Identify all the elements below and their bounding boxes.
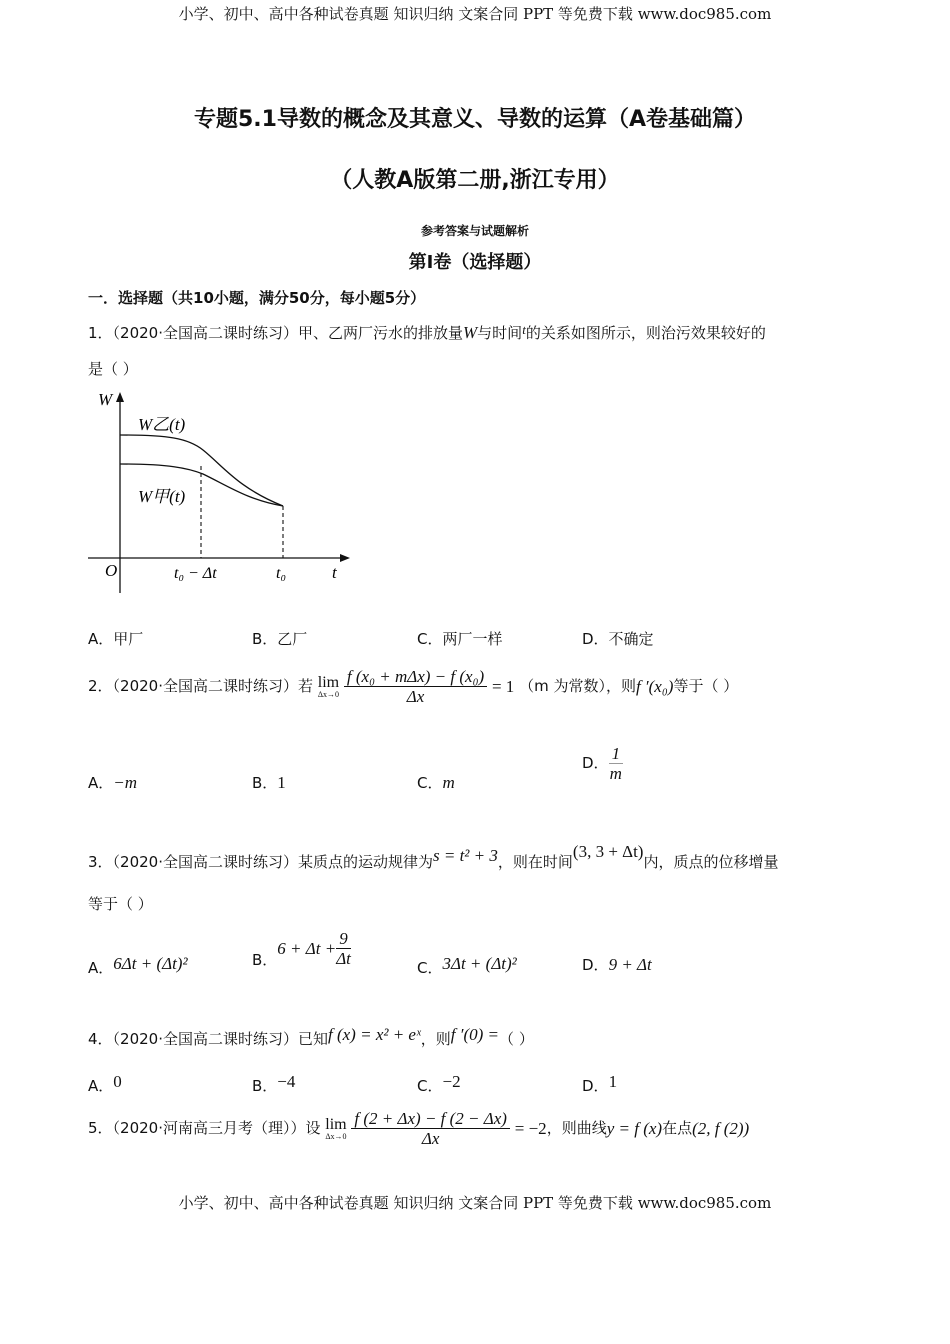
q1-prefix: 1．（2020·全国高二课时练习）甲、乙两厂污水的排放量	[88, 324, 463, 342]
question-5	[88, 1110, 749, 1147]
q4-option-b: B．−4	[252, 1072, 296, 1095]
q2-option-d: D． $\frac{1}{m}$	[582, 744, 622, 783]
q4-suffix: （ ）	[499, 1030, 534, 1048]
q2-paren: （m 为常数），则	[519, 677, 636, 695]
q5-mid: ，则曲线	[546, 1119, 607, 1137]
q3-option-c: C．3Δt + (Δt)²	[417, 954, 517, 977]
q1-option-c: C．两厂一样	[417, 630, 503, 648]
tick-t0-minus-dt: t₀ − Δt	[174, 565, 217, 582]
q5-equals: = −2	[514, 1119, 547, 1138]
q2-equals: = 1	[491, 677, 515, 696]
q5-prefix: 5．（2020·河南高三月考（理））设	[88, 1119, 321, 1137]
q1-suffix: 的关系如图所示，则治污效果较好的	[525, 324, 766, 342]
x-axis-label: t	[332, 563, 337, 582]
y-axis-label: W	[98, 390, 113, 409]
q4-deriv: f ′(0) =	[450, 1025, 500, 1044]
q1-var-w: W	[463, 323, 478, 342]
origin-label: O	[105, 561, 118, 580]
q4-option-d: D．1	[582, 1072, 618, 1095]
question-2	[88, 668, 738, 705]
q3-option-d: D．9 + Δt	[582, 955, 652, 974]
q2-option-a: A．−m	[88, 773, 138, 792]
q5-at: 在点	[662, 1119, 693, 1137]
q5-point: (2, f (2))	[692, 1119, 750, 1138]
q5-limit: lim Δx→0	[325, 1115, 347, 1141]
question-3	[88, 842, 779, 872]
y-axis-arrow	[116, 392, 124, 402]
q1-line-2: 是（ ）	[88, 360, 138, 378]
tick-t0: t₀	[276, 565, 287, 582]
q1-mid: 与时间	[477, 324, 523, 342]
q4-prefix: 4．（2020·全国高二课时练习）已知	[88, 1030, 328, 1048]
q1-option-a: A．甲厂	[88, 630, 144, 648]
q3-mid: ，则在时间	[497, 853, 573, 871]
title-line-1: 专题5.1导数的概念及其意义、导数的运算（A卷基础篇）	[193, 107, 756, 132]
question-1	[88, 322, 766, 343]
question-4	[88, 1025, 534, 1049]
q3-interval: (3, 3 + Δt)	[572, 842, 644, 861]
q1-var-t: t	[522, 322, 526, 337]
page-footer: 小学、初中、高中各种试卷真题 知识归纳 文案合同 PPT 等免费下载 www.doc985.com	[178, 1194, 772, 1212]
q4-mid: ，则	[420, 1030, 451, 1048]
q5-fraction: $\frac{f (2 + \Delta x) - f (2 - \Delta x)}{\Delta x}$	[351, 1110, 510, 1147]
part-title: 第Ⅰ卷（选择题）	[408, 252, 542, 273]
q3-suffix: 内，质点的位移增量	[643, 853, 779, 871]
q2-option-c: C．m	[417, 773, 455, 792]
x-axis-arrow	[340, 554, 350, 562]
q4-option-c: C．−2	[417, 1072, 461, 1095]
curve-yi-label: W乙(t)	[138, 415, 186, 434]
curve-jia-label: W甲(t)	[138, 487, 186, 506]
page-header: 小学、初中、高中各种试卷真题 知识归纳 文案合同 PPT 等免费下载 www.doc985.com	[178, 5, 772, 23]
title-line-2: （人教A版第二册,浙江专用）	[330, 168, 620, 193]
section-title: 一．选择题（共10小题，满分50分，每小题5分）	[88, 289, 426, 307]
answer-subtitle: 参考答案与试题解析	[420, 224, 529, 238]
q2-limit: lim Δx→0	[317, 673, 340, 699]
q2-prefix: 2．（2020·全国高二课时练习）若	[88, 677, 313, 695]
q2-suffix: 等于（ ）	[673, 677, 739, 695]
q4-option-a: A．0	[88, 1072, 122, 1095]
q3-line-2: 等于（ ）	[88, 895, 153, 913]
q2-option-b: B．1	[252, 773, 286, 792]
q5-curve: y = f (x)	[606, 1119, 663, 1138]
q1-graph	[88, 388, 358, 598]
q2-deriv: f ′(x₀)	[635, 677, 674, 696]
q3-option-a: A．6Δt + (Δt)²	[88, 954, 188, 977]
q3-formula: s = t² + 3	[433, 846, 498, 865]
q2-fraction: $\frac{\text{f (x₀ + mΔx) − f (x₀)}}{\Delta x}$	[344, 668, 487, 705]
q3-prefix: 3．（2020·全国高二课时练习）某质点的运动规律为	[88, 853, 433, 871]
q1-option-b: B．乙厂	[252, 630, 308, 648]
q1-option-d: D．不确定	[582, 630, 654, 648]
q4-formula: f (x) = x² + eˣ	[328, 1025, 421, 1044]
q3-option-b: B．6 + Δt + $\frac{9}{\Delta t}$	[252, 929, 351, 969]
